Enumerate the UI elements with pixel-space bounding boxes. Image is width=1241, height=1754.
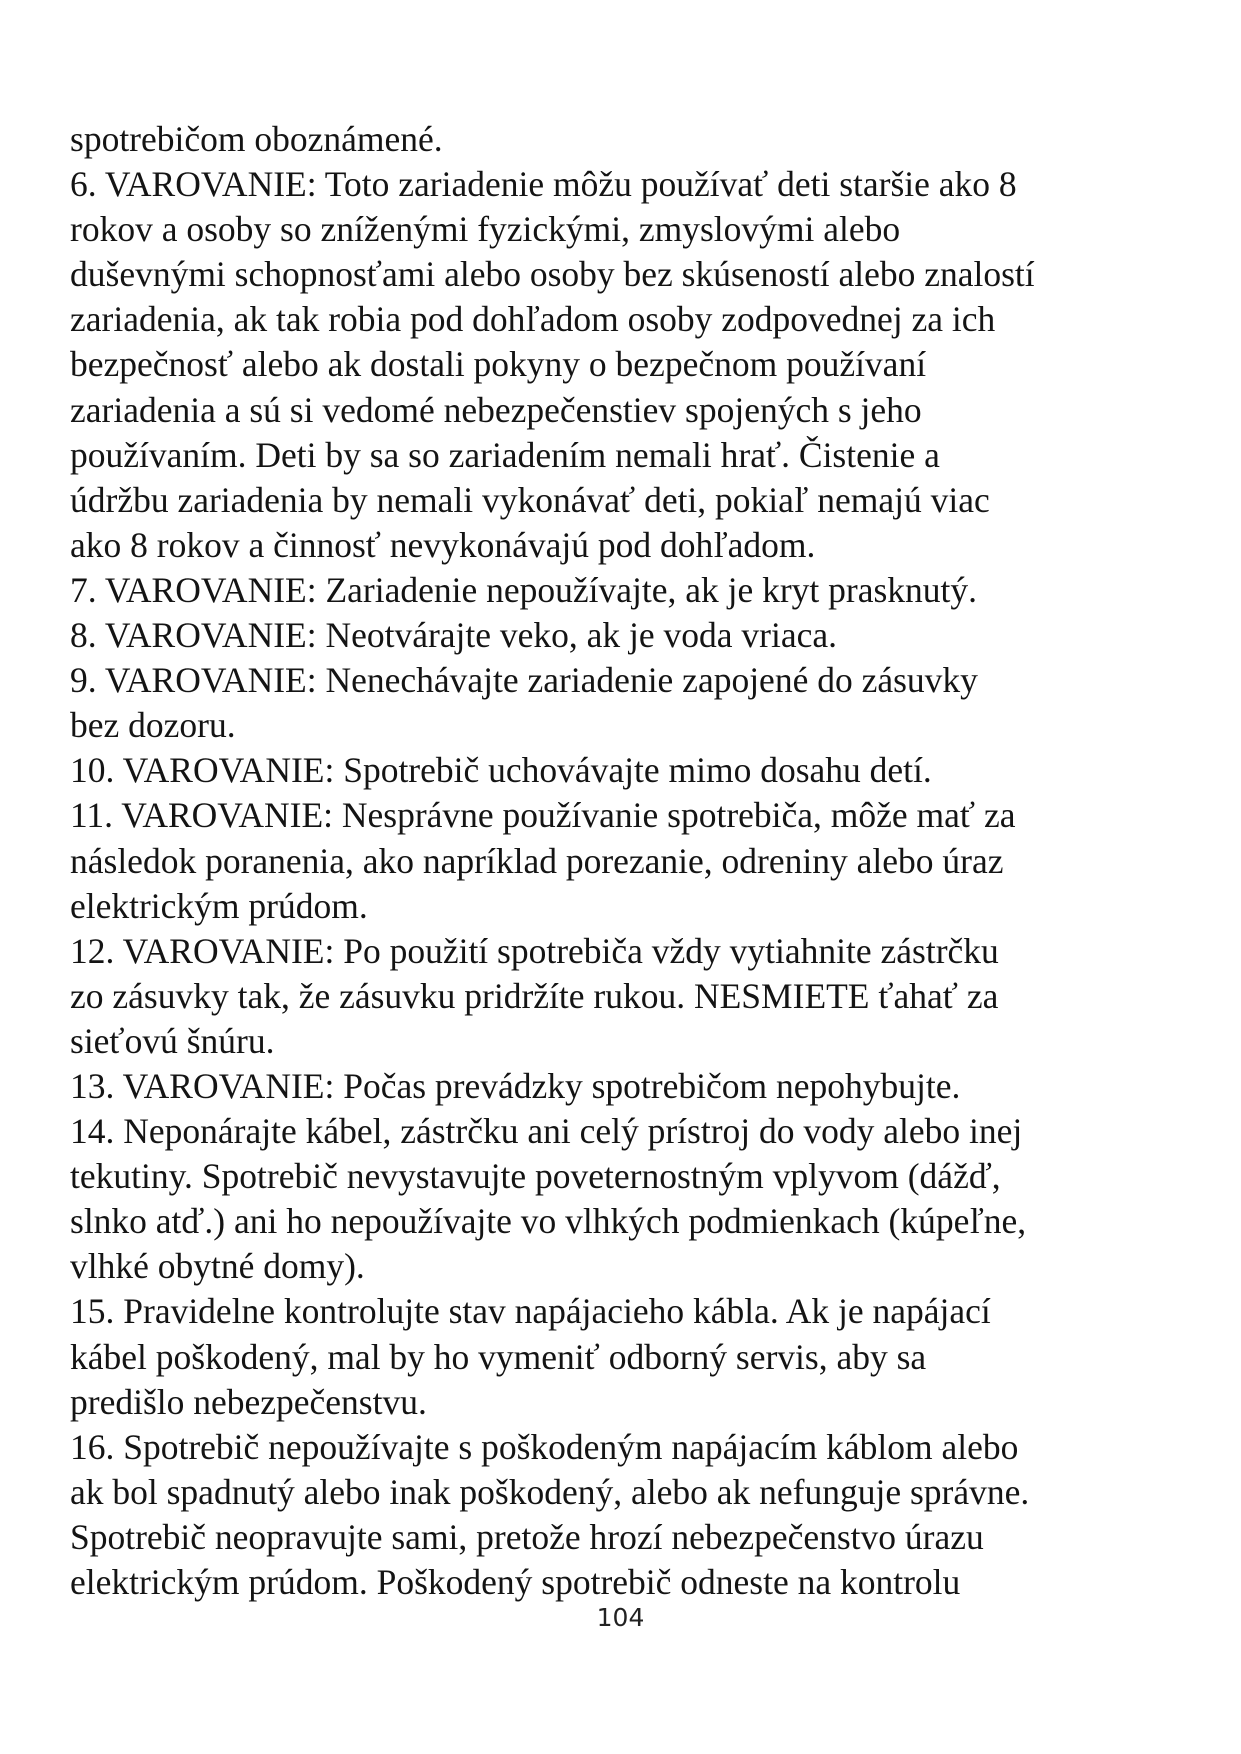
text-line: bezpečnosť alebo ak dostali pokyny o bezpečnom používaní xyxy=(70,344,927,385)
text-line: 8. VAROVANIE: Neotvárajte veko, ak je voda vriaca. xyxy=(70,615,837,656)
text-line: tekutiny. Spotrebič nevystavujte poveternostným vplyvom (dážď, xyxy=(70,1156,1001,1197)
text-line: ako 8 rokov a činnosť nevykonávajú pod dohľadom. xyxy=(70,524,816,565)
text-line: predišlo nebezpečenstvu. xyxy=(70,1381,427,1422)
page-number: 104 xyxy=(596,1603,645,1632)
text-line: duševnými schopnosťami alebo osoby bez skúseností alebo znalostí xyxy=(70,254,1035,295)
text-line: údržbu zariadenia by nemali vykonávať deti, pokiaľ nemajú viac xyxy=(70,479,990,520)
text-line: následok poranenia, ako napríklad porezanie, odreniny alebo úraz xyxy=(70,840,1004,881)
text-line: slnko atď.) ani ho nepoužívajte vo vlhkých podmienkach (kúpeľne, xyxy=(70,1201,1027,1242)
text-line: zariadenia a sú si vedomé nebezpečenstiev spojených s jeho xyxy=(70,389,922,430)
text-line: vlhké obytné domy). xyxy=(70,1246,365,1287)
text-line: Spotrebič neopravujte sami, pretože hrozí nebezpečenstvo úrazu xyxy=(70,1516,984,1557)
text-line: 15. Pravidelne kontrolujte stav napájacieho kábla. Ak je napájací xyxy=(70,1291,991,1332)
text-line: 14. Neponárajte kábel, zástrčku ani celý prístroj do vody alebo inej xyxy=(70,1111,1023,1152)
text-line: zariadenia, ak tak robia pod dohľadom osoby zodpovednej za ich xyxy=(70,299,996,340)
body-text xyxy=(70,117,1190,1605)
text-line: kábel poškodený, mal by ho vymeniť odborný servis, aby sa xyxy=(70,1336,927,1377)
text-line: sieťovú šnúru. xyxy=(70,1020,275,1061)
text-line: elektrickým prúdom. Poškodený spotrebič odneste na kontrolu xyxy=(70,1562,961,1602)
text-line: 10. VAROVANIE: Spotrebič uchovávajte mimo dosahu detí. xyxy=(70,750,932,791)
text-line: používaním. Deti by sa so zariadením nemali hrať. Čistenie a xyxy=(70,434,940,475)
text-line: zo zásuvky tak, že zásuvku pridržíte rukou. NESMIETE ťahať za xyxy=(70,975,999,1016)
text-line: rokov a osoby so zníženými fyzickými, zmyslovými alebo xyxy=(70,209,901,250)
text-line: ak bol spadnutý alebo inak poškodený, alebo ak nefunguje správne. xyxy=(70,1471,1030,1512)
text-line: bez dozoru. xyxy=(70,705,236,746)
text-line: 16. Spotrebič nepoužívajte s poškodeným napájacím káblom alebo xyxy=(70,1426,1019,1467)
text-line: 12. VAROVANIE: Po použití spotrebiča vždy vytiahnite zástrčku xyxy=(70,930,999,971)
text-line: 9. VAROVANIE: Nenechávajte zariadenie zapojené do zásuvky xyxy=(70,660,978,701)
text-line: 11. VAROVANIE: Nesprávne používanie spotrebiča, môže mať za xyxy=(70,795,1016,836)
text-line: elektrickým prúdom. xyxy=(70,885,368,926)
text-line: 13. VAROVANIE: Počas prevádzky spotrebičom nepohybujte. xyxy=(70,1065,961,1106)
text-line: 7. VAROVANIE: Zariadenie nepoužívajte, ak je kryt prasknutý. xyxy=(70,569,978,610)
text-line: spotrebičom oboznámené. xyxy=(70,119,443,159)
text-line: 6. VAROVANIE: Toto zariadenie môžu používať deti staršie ako 8 xyxy=(70,164,1017,205)
